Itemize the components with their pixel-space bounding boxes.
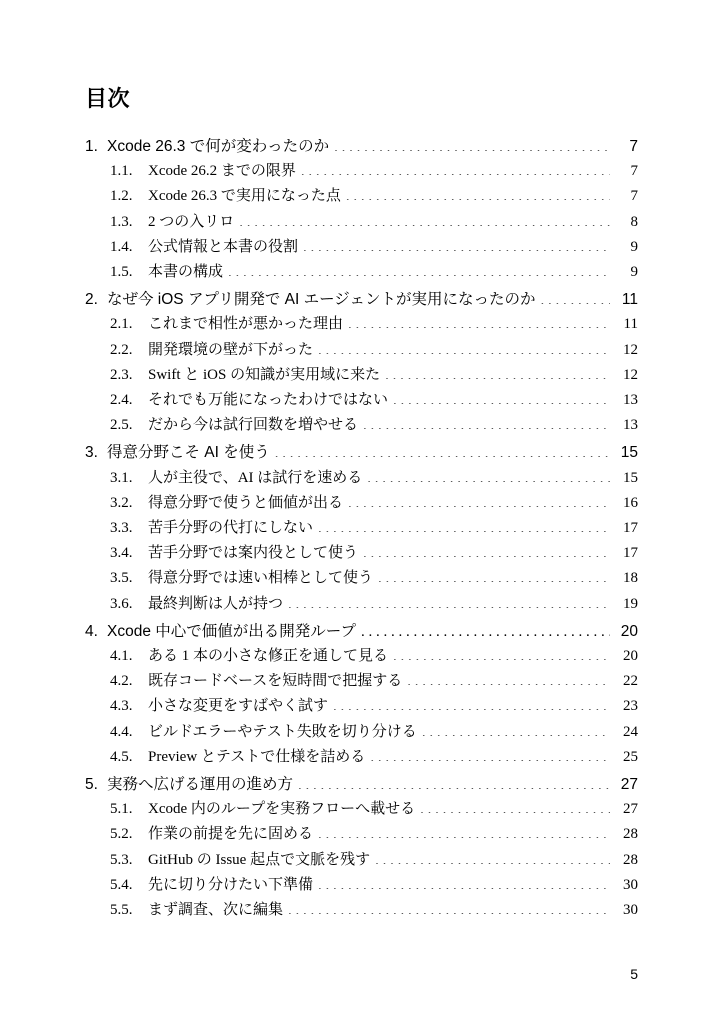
toc-chapter-block [85,440,638,616]
dot-leader [303,236,610,251]
toc-section-entry[interactable] [85,516,638,541]
toc-chapter-entry[interactable] [85,440,638,465]
toc-section-entry[interactable] [85,873,638,898]
dot-leader [288,899,610,914]
toc-section-entry[interactable] [85,848,638,873]
dot-leader [375,849,610,864]
toc-section-label: ある 1 本の小さな修正を通して見る [148,648,389,665]
toc-section-number: 1.3. [110,213,133,230]
toc-chapter-block [85,287,638,438]
toc-chapter-page-number: 20 [620,622,638,640]
toc-section-entry[interactable] [85,669,638,694]
toc-section-number: 4.5. [110,748,133,765]
toc-section-label: まず調査、次に編集 [148,902,284,919]
toc-section-entry[interactable] [85,822,638,847]
toc-section-entry[interactable] [85,541,638,566]
toc-chapter-label: なぜ今 iOS アプリ開発で AI エージェントが実用になったのか [107,291,536,309]
toc-section-number: 2.5. [110,417,133,434]
toc-section-entry[interactable] [85,388,638,413]
toc-section-page-number: 12 [623,366,638,383]
toc-chapter-number: 2. [85,291,98,309]
toc-section-entry[interactable] [85,491,638,516]
toc-section-label: 苦手分野の代打にしない [148,520,314,537]
dot-leader [422,721,610,736]
toc-section-number: 3.2. [110,494,133,511]
toc-section-label: Xcode 26.2 までの限界 [148,163,296,180]
dot-leader [393,389,610,404]
toc-section-number: 1.2. [110,188,133,205]
toc-section-number: 2.2. [110,341,133,358]
toc-section-number: 3.4. [110,545,133,562]
toc-section-page-number: 28 [623,826,638,843]
toc-section-page-number: 7 [630,188,638,205]
toc-section-page-number: 17 [623,545,638,562]
toc-section-page-number: 11 [623,316,638,333]
toc-section-entry[interactable] [85,592,638,617]
toc-chapter-label: Xcode 中心で価値が出る開発ループ [107,622,356,640]
toc-section-page-number: 23 [623,698,638,715]
toc-section-number: 2.4. [110,392,133,409]
toc-section-page-number: 30 [623,902,638,919]
toc-section-label: 得意分野で使うと価値が出る [148,494,344,511]
dot-leader [363,542,610,557]
toc-section-label: 本書の構成 [148,264,224,281]
dot-leader [346,185,610,200]
dot-leader [378,567,610,582]
toc-section-entry[interactable] [85,797,638,822]
toc-section-entry[interactable] [85,720,638,745]
toc-section-entry[interactable] [85,694,638,719]
toc-chapter-label: 得意分野こそ AI を使う [107,444,270,462]
toc-chapter-page-number: 7 [629,138,638,155]
toc-section-entry[interactable] [85,260,638,285]
toc-section-entry[interactable] [85,235,638,260]
toc-chapter-page-number: 15 [620,444,638,462]
toc-section-label: Preview とテストで仕様を詰める [148,748,366,765]
toc-section-label: それでも万能になったわけではない [148,392,389,409]
toc-chapter-page-number: 27 [620,776,638,794]
toc-section-number: 5.4. [110,876,133,893]
toc-section-entry[interactable] [85,745,638,770]
toc-section-label: 小さな変更をすばやく試す [148,698,329,715]
toc-section-number: 3.6. [110,595,133,612]
dot-leader [298,774,610,790]
toc-section-label: Swift と iOS の知識が実用域に来た [148,366,381,383]
dot-leader [407,670,610,685]
toc-section-number: 5.1. [110,801,133,818]
toc-section-page-number: 9 [630,238,638,255]
dot-leader [370,746,610,761]
dot-leader [318,517,610,532]
toc-section-number: 4.4. [110,723,133,740]
toc-section-entry[interactable] [85,644,638,669]
toc-section-page-number: 22 [623,673,638,690]
dot-leader [333,695,610,710]
toc-section-number: 1.4. [110,238,133,255]
dot-leader [393,645,610,660]
dot-leader [361,620,610,636]
toc-section-entry[interactable] [85,898,638,923]
toc-section-page-number: 25 [623,748,638,765]
toc-section-label: 苦手分野では案内役として使う [148,545,359,562]
dot-leader [275,442,610,458]
toc-chapter-entry[interactable] [85,134,638,159]
toc-section-number: 3.3. [110,520,133,537]
toc-section-number: 1.5. [110,264,133,281]
toc-section-page-number: 12 [623,341,638,358]
table-of-contents [85,134,638,923]
toc-section-page-number: 19 [623,595,638,612]
toc-chapter-block [85,619,638,770]
toc-section-number: 3.5. [110,570,133,587]
page-title: 目次 [85,86,131,111]
toc-section-label: だから今は試行回数を増やせる [148,417,359,434]
toc-section-entry[interactable] [85,466,638,491]
toc-section-label: 既存コードベースを短時間で把握する [148,673,403,690]
toc-chapter-number: 1. [85,138,98,155]
dot-leader [348,492,610,507]
toc-section-label: 作業の前提を先に固める [148,826,314,843]
dot-leader [540,289,610,305]
dot-leader [318,339,610,354]
toc-section-page-number: 8 [630,213,638,230]
toc-section-number: 2.3. [110,366,133,383]
toc-section-entry[interactable] [85,312,638,337]
toc-section-number: 1.1. [110,163,133,180]
dot-leader [288,593,610,608]
toc-section-page-number: 27 [623,801,638,818]
dot-leader [301,160,610,175]
toc-section-entry[interactable] [85,210,638,235]
toc-chapter-block [85,134,638,285]
toc-section-label: 公式情報と本書の役割 [148,238,299,255]
toc-section-page-number: 9 [630,264,638,281]
toc-section-page-number: 20 [623,648,638,665]
toc-section-label: 人が主役で、AI は試行を速める [148,469,363,486]
toc-section-label: ビルドエラーやテスト失敗を切り分ける [148,723,417,740]
toc-section-entry[interactable] [85,566,638,591]
toc-section-label: 開発環境の壁が下がった [148,341,314,358]
toc-section-number: 2.1. [110,316,133,333]
toc-chapter-number: 5. [85,776,98,794]
toc-section-entry[interactable] [85,184,638,209]
toc-section-entry[interactable] [85,159,638,184]
toc-chapter-number: 3. [85,444,98,462]
dot-leader [318,874,610,889]
toc-section-page-number: 24 [623,723,638,740]
toc-section-entry[interactable] [85,338,638,363]
toc-content [85,86,638,923]
dot-leader [348,313,610,328]
toc-section-page-number: 7 [630,163,638,180]
toc-chapter-label: 実務へ広げる運用の進め方 [107,776,294,794]
dot-leader [334,136,610,152]
toc-section-label: これまで相性が悪かった理由 [148,316,344,333]
toc-section-number: 3.1. [110,469,133,486]
toc-section-label: 2 つの入リロ [148,213,235,230]
toc-section-page-number: 15 [623,469,638,486]
toc-section-number: 4.1. [110,648,133,665]
toc-section-number: 5.5. [110,902,133,919]
toc-section-entry[interactable] [85,363,638,388]
toc-section-label: 先に切り分けたい下準備 [148,876,314,893]
toc-section-entry[interactable] [85,413,638,438]
toc-chapter-label: Xcode 26.3 で何が変わったのか [107,138,330,155]
toc-section-number: 5.2. [110,826,133,843]
toc-section-page-number: 28 [623,851,638,868]
toc-section-label: Xcode 内のループを実務フローへ載せる [148,801,416,818]
dot-leader [363,414,610,429]
toc-section-page-number: 18 [623,570,638,587]
toc-section-page-number: 13 [623,417,638,434]
toc-section-page-number: 16 [623,494,638,511]
toc-chapter-number: 4. [85,622,98,640]
toc-section-label: Xcode 26.3 で実用になった点 [148,188,341,205]
dot-leader [318,823,610,838]
toc-chapter-entry[interactable] [85,619,638,644]
toc-section-page-number: 17 [623,520,638,537]
toc-chapter-entry[interactable] [85,772,638,797]
toc-section-label: 最終判断は人が持つ [148,595,284,612]
toc-section-page-number: 13 [623,392,638,409]
toc-chapter-entry[interactable] [85,287,638,312]
toc-section-page-number: 30 [623,876,638,893]
dot-leader [239,211,610,226]
dot-leader [385,364,610,379]
toc-section-number: 4.2. [110,673,133,690]
toc-section-label: 得意分野では速い相棒として使う [148,570,374,587]
toc-chapter-block [85,772,638,923]
dot-leader [367,467,610,482]
toc-section-number: 4.3. [110,698,133,715]
toc-section-number: 5.3. [110,851,133,868]
toc-section-label: GitHub の Issue 起点で文脈を残す [148,851,371,868]
page-number: 5 [630,966,638,982]
dot-leader [228,261,610,276]
dot-leader [420,798,610,813]
toc-chapter-page-number: 11 [621,291,638,309]
